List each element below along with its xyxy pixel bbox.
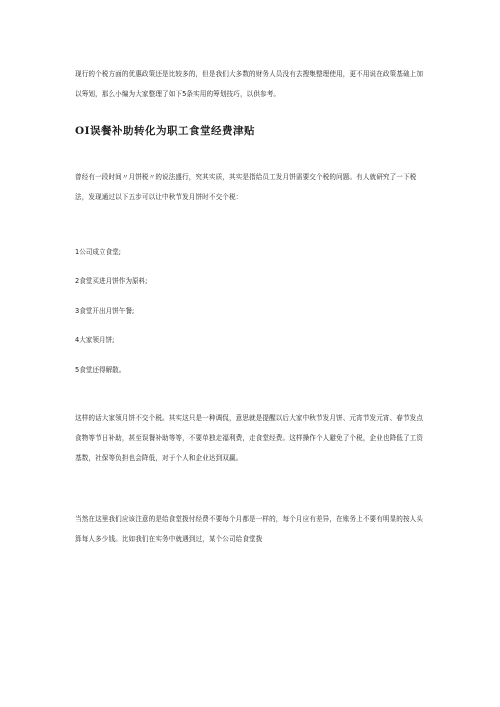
step-item-5: 5食堂还得解散。	[75, 366, 126, 374]
paragraph-3: 当然在这里我们应该注意的是给食堂拨付经费不要每个月都是一样的，每个月应有差异，在账务上不要有明显的按人头算每人多少钱。比如我们在实务中就遇到过，某个公司给食堂拨	[75, 515, 424, 543]
step-item-3: 3食堂开出月饼午餐;	[75, 307, 135, 315]
intro-paragraph: 现行的个税方面的优惠政策还是比较多的，但是我们大多数的财务人员没有去搜集整理使用，更不用说在政策基础上加以筹划，那么小编为大家整理了如下5条实用的筹划技巧，以供参考。	[75, 70, 424, 98]
paragraph-2: 这样的话大家领月饼不交个税。其实这只是一种调侃，意思就是提醒以后大家中秋节发月饼、元宵节发元宵、春节发点食物等节日补助，甚至误餐补助等等，不要单独走福利费，走食堂经费。这样操作个人避免了个税，企业也降低了工资基数，社保等负担也会降低，对于个人和企业达到双赢。	[75, 414, 424, 462]
step-item-4: 4大家领月饼;	[75, 336, 115, 344]
step-item-2: 2食堂买进月饼作为原料;	[75, 277, 148, 285]
section-heading: OI误餐补助转化为职工食堂经费津贴	[75, 125, 256, 137]
step-item-1: 1公司成立食堂;	[75, 248, 121, 256]
paragraph-1: 曾经有一段时间〃月饼税〃的说法盛行，究其实质，其实是指给员工发月饼需要交个税的问题。有人就研究了一下税法，发现通过以下五步可以让中秋节发月饼时不交个税：	[75, 173, 417, 201]
